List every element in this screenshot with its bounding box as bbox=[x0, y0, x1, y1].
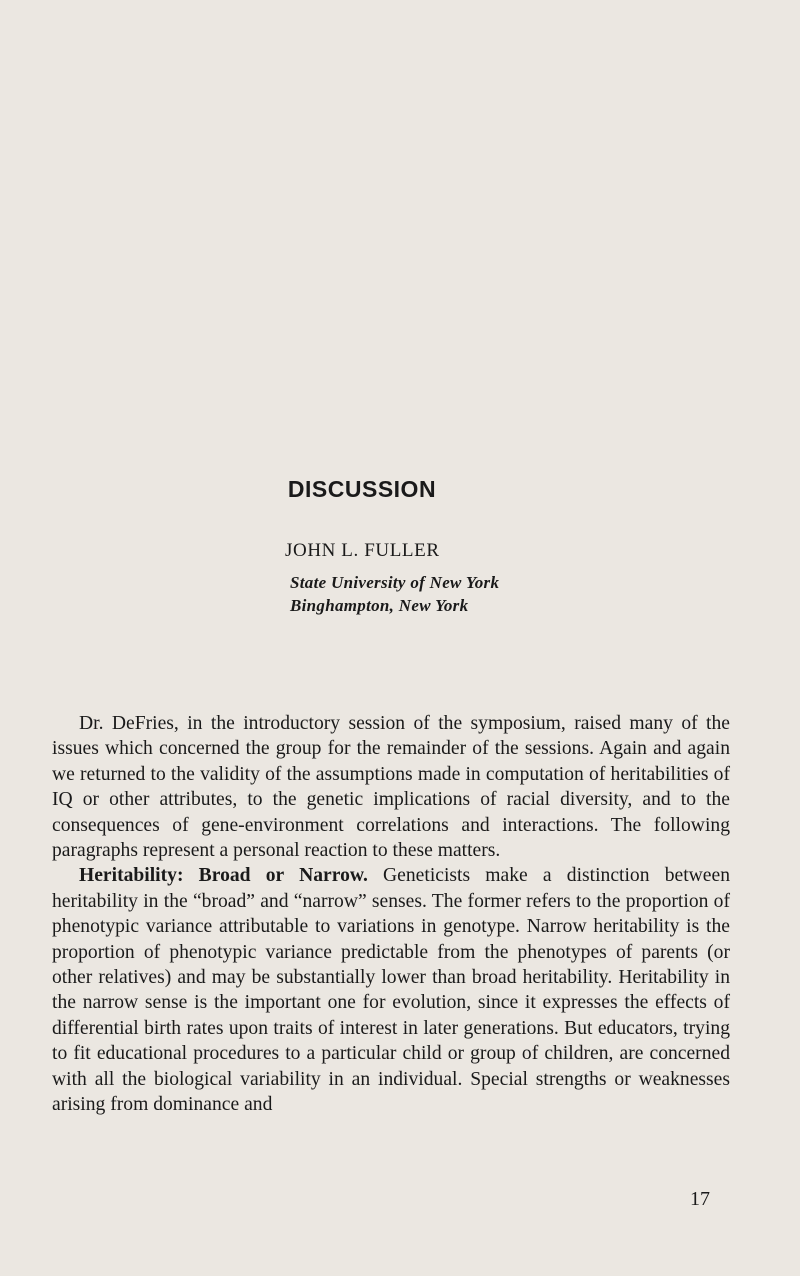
body-text bbox=[52, 711, 730, 1118]
author-name: JOHN L. FULLER bbox=[285, 540, 440, 561]
affiliation-line-1: State University of New York bbox=[290, 573, 500, 592]
run-in-heading: Heritability: Broad or Narrow. bbox=[79, 865, 368, 887]
page-number: 17 bbox=[690, 1188, 710, 1210]
affiliation-line-2: Binghampton, New York bbox=[290, 596, 469, 615]
paragraph-2 bbox=[52, 863, 730, 1117]
paragraph-2-text: Geneticists make a distinction between heritability in the “broad” and “narrow” senses. The former refers to the proportion of phenotypic variance attributable to variations in genotype. Narrow heritability is the proportion of phenotypic variance predictable from the phenotypes of parents (or other relatives) and may be substantially lower than broad heritability. Heritability in the narrow sense is the important one for evolution, since it expresses the effects of differential birth rates upon traits of interest in later generations. But educators, trying to fit educational procedures to a particular child or group of children, are concerned with all the biological variability in an individual. Special strengths or weaknesses arising from dominance and bbox=[52, 865, 730, 1116]
paragraph-1: Dr. DeFries, in the introductory session of the symposium, raised many of the issues which concerned the group for the remainder of the sessions. Again and again we returned to the validity of the assumptions made in computation of heritabilities of IQ or other attributes, to the genetic implications of racial diversity, and to the consequences of gene-environment correlations and interactions. The following paragraphs represent a personal reaction to these matters. bbox=[52, 713, 730, 862]
page-title: DISCUSSION bbox=[287, 476, 437, 502]
